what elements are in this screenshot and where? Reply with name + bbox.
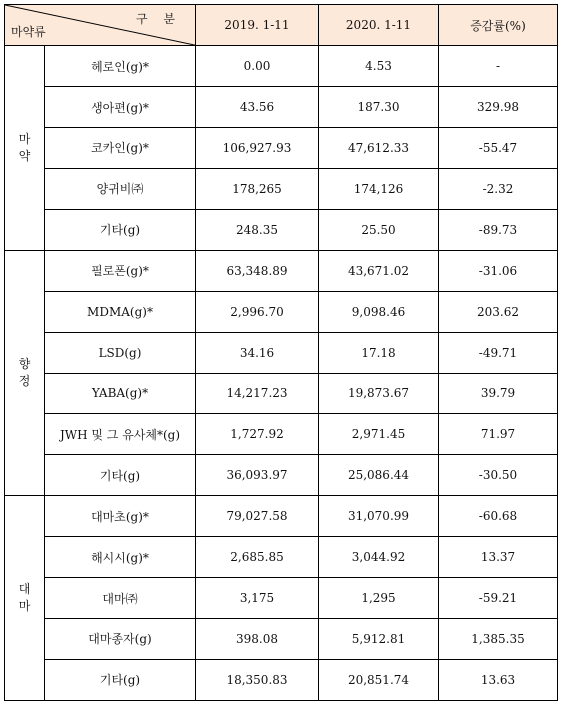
value-2019-cell: 178,265: [196, 168, 319, 209]
drug-seizure-table: [4, 4, 558, 701]
value-2019-cell: 106,927.93: [196, 127, 319, 168]
value-2019-cell: 2,996.70: [196, 291, 319, 332]
item-name-cell: 필로폰(g)*: [45, 250, 196, 291]
rate-cell: -89.73: [439, 209, 558, 250]
value-2019-cell: 1,727.92: [196, 414, 319, 455]
rate-cell: 39.79: [439, 373, 558, 414]
value-2020-cell: 187.30: [319, 87, 439, 128]
item-name-cell: 코카인(g)*: [45, 127, 196, 168]
item-name-cell: 생아편(g)*: [45, 87, 196, 128]
header-rate: 증감률(%): [439, 5, 558, 46]
rate-cell: 13.37: [439, 537, 558, 578]
category-cell: [5, 496, 45, 701]
item-name-cell: 기타(g): [45, 659, 196, 700]
value-2020-cell: 3,044.92: [319, 537, 439, 578]
table-row: [5, 291, 558, 332]
rate-cell: -30.50: [439, 455, 558, 496]
table-row: [5, 414, 558, 455]
rate-cell: -2.32: [439, 168, 558, 209]
table-row: [5, 373, 558, 414]
table-row: [5, 209, 558, 250]
value-2019-cell: 63,348.89: [196, 250, 319, 291]
value-2019-cell: 14,217.23: [196, 373, 319, 414]
value-2020-cell: 47,612.33: [319, 127, 439, 168]
item-name-cell: 헤로인(g)*: [45, 46, 196, 87]
value-2019-cell: 79,027.58: [196, 496, 319, 537]
rate-cell: -60.68: [439, 496, 558, 537]
rate-cell: -: [439, 46, 558, 87]
value-2019-cell: 0.00: [196, 46, 319, 87]
value-2020-cell: 1,295: [319, 578, 439, 619]
value-2020-cell: 25,086.44: [319, 455, 439, 496]
item-name-cell: JWH 및 그 유사체*(g): [45, 414, 196, 455]
category-char: 정: [18, 374, 31, 388]
value-2020-cell: 31,070.99: [319, 496, 439, 537]
table-body: [5, 5, 558, 701]
value-2020-cell: 20,851.74: [319, 659, 439, 700]
table-row: [5, 496, 558, 537]
category-char: 대: [18, 582, 31, 597]
category-cell: [5, 46, 45, 251]
value-2020-cell: 174,126: [319, 168, 439, 209]
header-2019: 2019. 1-11: [196, 5, 319, 46]
value-2019-cell: 34.16: [196, 332, 319, 373]
value-2019-cell: 2,685.85: [196, 537, 319, 578]
table-row: [5, 455, 558, 496]
value-2019-cell: 18,350.83: [196, 659, 319, 700]
value-2020-cell: 9,098.46: [319, 291, 439, 332]
table-row: [5, 659, 558, 700]
rate-cell: -49.71: [439, 332, 558, 373]
table-row: [5, 46, 558, 87]
header-2020: 2020. 1-11: [319, 5, 439, 46]
item-name-cell: 해시시(g)*: [45, 537, 196, 578]
table-row: [5, 619, 558, 660]
header-drug-type-label: 마약류: [11, 25, 46, 40]
header-category-label: 구 분: [136, 12, 181, 26]
value-2019-cell: 36,093.97: [196, 455, 319, 496]
value-2019-cell: 398.08: [196, 619, 319, 660]
item-name-cell: LSD(g): [45, 332, 196, 373]
table-row: [5, 578, 558, 619]
item-name-cell: MDMA(g)*: [45, 291, 196, 332]
table-row: [5, 127, 558, 168]
item-name-cell: 기타(g): [45, 209, 196, 250]
item-name-cell: YABA(g)*: [45, 373, 196, 414]
rate-cell: 13.63: [439, 659, 558, 700]
item-name-cell: 대마초(g)*: [45, 496, 196, 537]
category-char: 향: [18, 357, 31, 371]
item-name-cell: 대마종자(g): [45, 619, 196, 660]
rate-cell: -55.47: [439, 127, 558, 168]
rate-cell: 203.62: [439, 291, 558, 332]
table-row: [5, 168, 558, 209]
value-2020-cell: 5,912.81: [319, 619, 439, 660]
item-name-cell: 양귀비㈜: [45, 168, 196, 209]
value-2020-cell: 25.50: [319, 209, 439, 250]
category-cell: [5, 250, 45, 496]
table-row: [5, 537, 558, 578]
table-row: [5, 332, 558, 373]
value-2019-cell: 43.56: [196, 87, 319, 128]
value-2020-cell: 19,873.67: [319, 373, 439, 414]
rate-cell: 329.98: [439, 87, 558, 128]
header-diagonal-cell: [5, 5, 196, 46]
table-row: [5, 250, 558, 291]
value-2019-cell: 248.35: [196, 209, 319, 250]
item-name-cell: 기타(g): [45, 455, 196, 496]
value-2020-cell: 2,971.45: [319, 414, 439, 455]
rate-cell: -31.06: [439, 250, 558, 291]
table-row: [5, 87, 558, 128]
category-char: 약: [18, 148, 31, 163]
value-2020-cell: 43,671.02: [319, 250, 439, 291]
rate-cell: 1,385.35: [439, 619, 558, 660]
category-char: 마: [18, 599, 31, 614]
category-char: 마: [18, 131, 31, 146]
value-2020-cell: 17.18: [319, 332, 439, 373]
value-2020-cell: 4.53: [319, 46, 439, 87]
item-name-cell: 대마㈜: [45, 578, 196, 619]
rate-cell: 71.97: [439, 414, 558, 455]
value-2019-cell: 3,175: [196, 578, 319, 619]
rate-cell: -59.21: [439, 578, 558, 619]
drug-seizure-table-container: [4, 4, 557, 701]
header-row: [5, 5, 558, 46]
